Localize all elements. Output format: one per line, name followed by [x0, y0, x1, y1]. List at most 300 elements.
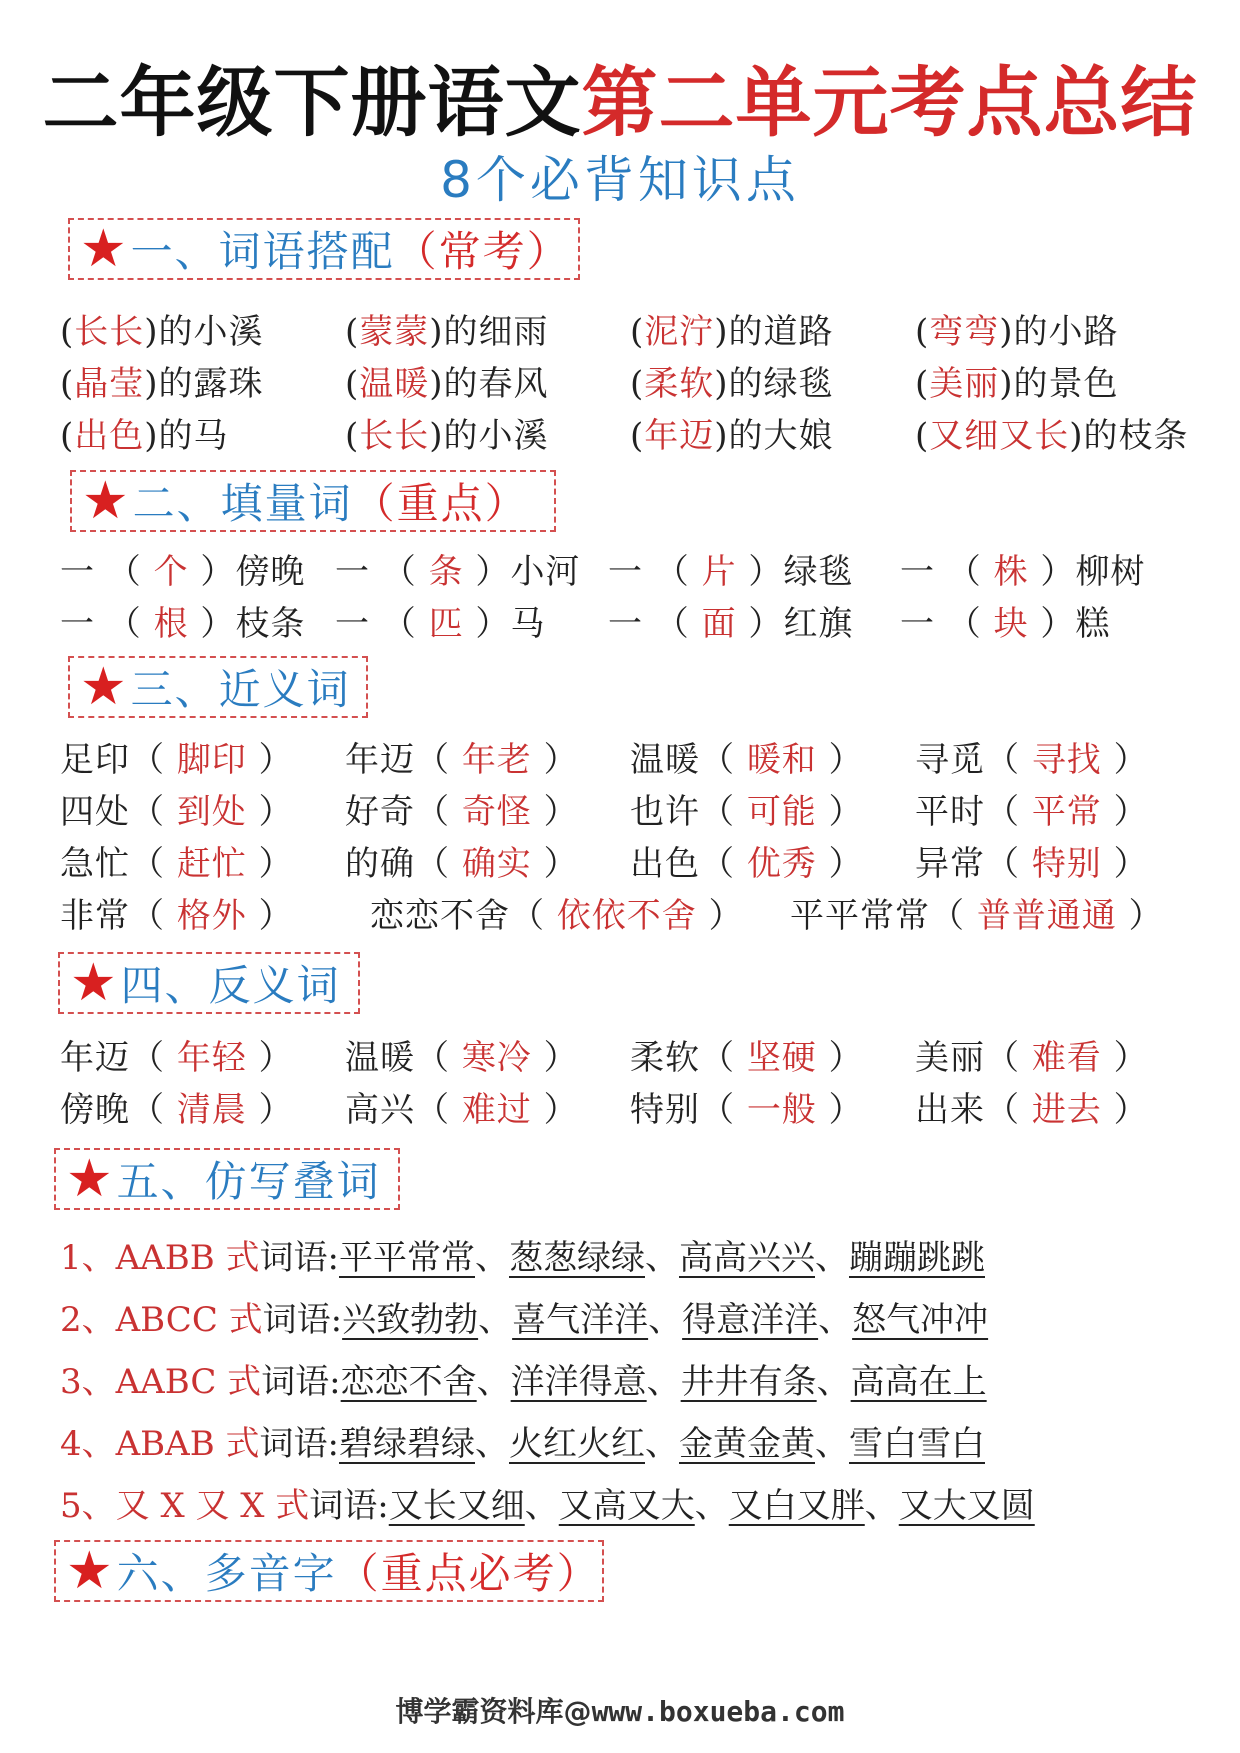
paren: (	[915, 416, 930, 456]
paren: （	[510, 896, 557, 936]
collocation-noun: 的大娘	[728, 416, 834, 456]
answer-word: 进去	[1031, 1090, 1102, 1130]
paren: )	[429, 364, 444, 404]
paren: ）	[531, 1090, 579, 1130]
synonym-item	[345, 786, 579, 838]
title-red: 第二单元考点总结	[581, 58, 1198, 147]
measure-word: 条	[428, 552, 464, 592]
example-word: 井井有条	[680, 1362, 817, 1402]
synonym-item	[790, 890, 1164, 942]
paren: (	[630, 364, 645, 404]
star-icon: ★	[66, 1541, 113, 1601]
answer-word: 赶忙	[176, 844, 247, 884]
measure-prefix: 一 （	[608, 604, 702, 644]
collocation-noun: 的绿毯	[728, 364, 834, 404]
example-word: 又长又细	[388, 1486, 525, 1526]
collocation-row	[0, 306, 1240, 358]
collocation-noun: 的春风	[443, 364, 549, 404]
measure-word: 片	[701, 552, 737, 592]
paren: (	[630, 416, 645, 456]
star-icon: ★	[80, 219, 127, 279]
paren: )	[144, 312, 159, 352]
words-label: 词语:	[259, 1238, 339, 1278]
answer-word: 寻找	[1031, 740, 1102, 780]
paren: ）	[736, 604, 784, 644]
paren: （	[130, 792, 177, 832]
star-icon: ★	[70, 953, 117, 1013]
collocation-noun: 的小溪	[443, 416, 549, 456]
paren: (	[915, 312, 930, 352]
paren: （	[985, 740, 1032, 780]
word-separator: 、	[645, 1424, 679, 1464]
example-word: 金黄金黄	[679, 1424, 815, 1464]
page-title	[0, 58, 1240, 148]
source-word: 特别	[630, 1090, 700, 1130]
paren: （	[415, 1038, 462, 1078]
measure-word: 根	[153, 604, 189, 644]
word-separator: 、	[645, 1238, 679, 1278]
measure-prefix: 一 （	[900, 604, 994, 644]
collocation-item	[915, 410, 1189, 462]
collocation-fill: 出色	[74, 416, 145, 456]
antonym-item	[345, 1032, 579, 1084]
answer-word: 奇怪	[461, 792, 532, 832]
collocation-item	[345, 306, 549, 358]
answer-word: 脚印	[176, 740, 247, 780]
answer-word: 特别	[1031, 844, 1102, 884]
example-word: 又高又大	[558, 1486, 695, 1526]
measure-noun: 小河	[510, 552, 581, 592]
collocation-noun: 的马	[158, 416, 229, 456]
measure-noun: 红旗	[783, 604, 854, 644]
word-separator: 、	[815, 1424, 849, 1464]
paren: ）	[463, 552, 511, 592]
section-title: 五、仿写叠词	[116, 1157, 381, 1206]
paren: ）	[531, 1038, 579, 1078]
source-word: 平时	[915, 792, 985, 832]
paren: ）	[531, 740, 579, 780]
paren: （	[700, 1038, 747, 1078]
measure-word: 个	[153, 552, 189, 592]
answer-word: 难看	[1031, 1038, 1102, 1078]
source-word: 寻觅	[915, 740, 985, 780]
example-word: 又白又胖	[728, 1486, 865, 1526]
answer-word: 一般	[746, 1090, 817, 1130]
source-word: 温暖	[630, 740, 700, 780]
example-word: 恋恋不舍	[340, 1362, 477, 1402]
paren: ）	[696, 896, 744, 936]
collocation-noun: 的枝条	[1083, 416, 1189, 456]
source-word: 好奇	[345, 792, 415, 832]
measure-prefix: 一 （	[608, 552, 702, 592]
synonym-item	[345, 734, 579, 786]
paren: ）	[531, 792, 579, 832]
source-word: 的确	[345, 844, 415, 884]
source-word: 出色	[630, 844, 700, 884]
page-subtitle: 8个必背知识点	[440, 151, 800, 209]
synonym-item	[345, 838, 579, 890]
words-label: 词语:	[261, 1362, 341, 1402]
paren: ）	[246, 792, 294, 832]
section-header-polyphones	[54, 1540, 604, 1602]
paren: （	[700, 1090, 747, 1130]
source-word: 温暖	[345, 1038, 415, 1078]
paren: (	[60, 312, 75, 352]
word-separator: 、	[815, 1238, 849, 1278]
reduplication-row	[60, 1292, 1200, 1348]
synonym-row	[0, 734, 1240, 786]
collocation-noun: 的小路	[1013, 312, 1119, 352]
synonym-row	[0, 890, 1240, 942]
paren: ）	[246, 740, 294, 780]
collocation-noun: 的景色	[1013, 364, 1119, 404]
paren: （	[415, 844, 462, 884]
synonym-item	[60, 838, 294, 890]
paren: （	[700, 844, 747, 884]
source-word: 年迈	[60, 1038, 130, 1078]
source-word: 足印	[60, 740, 130, 780]
paren: ）	[1101, 740, 1149, 780]
paren: ）	[1101, 792, 1149, 832]
example-word: 高高兴兴	[679, 1238, 815, 1278]
example-word: 葱葱绿绿	[509, 1238, 645, 1278]
measure-word: 块	[993, 604, 1029, 644]
antonym-row	[0, 1032, 1240, 1084]
word-separator: 、	[476, 1362, 511, 1402]
paren: ）	[1116, 896, 1164, 936]
star-icon: ★	[82, 471, 129, 531]
pattern-label: 4、ABAB 式	[60, 1424, 260, 1464]
source-word: 柔软	[630, 1038, 700, 1078]
collocation-item	[345, 410, 549, 462]
collocation-fill: 泥泞	[644, 312, 715, 352]
word-separator: 、	[816, 1362, 851, 1402]
paren: （	[130, 740, 177, 780]
collocation-item	[60, 358, 264, 410]
paren: (	[630, 312, 645, 352]
word-separator: 、	[648, 1300, 683, 1340]
collocation-item	[60, 306, 264, 358]
collocation-fill: 长长	[359, 416, 430, 456]
collocation-noun: 的细雨	[443, 312, 549, 352]
measure-prefix: 一 （	[900, 552, 994, 592]
answer-word: 确实	[461, 844, 532, 884]
word-separator: 、	[694, 1486, 729, 1526]
answer-word: 优秀	[746, 844, 817, 884]
source-word: 傍晚	[60, 1090, 130, 1130]
measure-noun: 糕	[1075, 604, 1111, 644]
paren: ）	[1028, 552, 1076, 592]
synonym-item	[630, 734, 864, 786]
measure-prefix: 一 （	[60, 604, 154, 644]
answer-word: 寒冷	[461, 1038, 532, 1078]
collocation-item	[630, 358, 834, 410]
paren: ）	[1101, 1038, 1149, 1078]
paren: （	[985, 844, 1032, 884]
pattern-label: 5、又 X 又 X 式	[60, 1486, 310, 1526]
measure-word-item	[335, 598, 545, 650]
antonym-item	[60, 1084, 294, 1136]
paren: )	[144, 364, 159, 404]
synonym-item	[915, 786, 1149, 838]
paren: ）	[463, 604, 511, 644]
collocation-item	[915, 358, 1119, 410]
source-word: 异常	[915, 844, 985, 884]
section-header-synonyms	[68, 656, 368, 718]
word-separator: 、	[818, 1300, 853, 1340]
answer-word: 可能	[746, 792, 817, 832]
paren: （	[415, 740, 462, 780]
answer-word: 年轻	[176, 1038, 247, 1078]
paren: （	[985, 792, 1032, 832]
example-word: 兴致勃勃	[342, 1300, 479, 1340]
paren: ）	[1028, 604, 1076, 644]
paren: ）	[1101, 1090, 1149, 1130]
measure-word-row	[0, 546, 1240, 598]
section-title: 三、近义词	[130, 665, 351, 714]
measure-word-item	[60, 598, 305, 650]
example-word: 碧绿碧绿	[339, 1424, 475, 1464]
collocation-fill: 又细又长	[929, 416, 1070, 456]
section-title: 六、多音字	[116, 1549, 337, 1598]
section-header-collocation	[68, 218, 580, 280]
example-word: 高高在上	[850, 1362, 987, 1402]
paren: ）	[816, 1038, 864, 1078]
paren: ）	[246, 1090, 294, 1130]
paren: （	[930, 896, 977, 936]
paren: )	[714, 416, 729, 456]
source-word: 高兴	[345, 1090, 415, 1130]
paren: ）	[736, 552, 784, 592]
example-word: 得意洋洋	[682, 1300, 819, 1340]
section-header-reduplication	[54, 1148, 400, 1210]
collocation-fill: 美丽	[929, 364, 1000, 404]
source-word: 急忙	[60, 844, 130, 884]
paren: )	[999, 364, 1014, 404]
measure-word-item	[608, 546, 853, 598]
paren: ）	[531, 844, 579, 884]
measure-word: 株	[993, 552, 1029, 592]
measure-noun: 傍晚	[235, 552, 306, 592]
section-title: 四、反义词	[120, 961, 341, 1010]
answer-word: 年老	[461, 740, 532, 780]
source-word: 非常	[60, 896, 130, 936]
synonym-item	[60, 734, 294, 786]
collocation-noun: 的小溪	[158, 312, 264, 352]
collocation-item	[630, 410, 834, 462]
paren: ）	[188, 604, 236, 644]
paren: (	[60, 364, 75, 404]
pattern-label: 1、AABB 式	[60, 1238, 260, 1278]
example-word: 火红火红	[509, 1424, 645, 1464]
collocation-fill: 年迈	[644, 416, 715, 456]
antonym-item	[630, 1084, 864, 1136]
footer-watermark	[0, 1692, 1240, 1732]
paren: （	[700, 792, 747, 832]
paren: ）	[246, 896, 294, 936]
section-note: （常考）	[394, 227, 571, 276]
measure-noun: 枝条	[235, 604, 306, 644]
reduplication-row	[60, 1416, 1200, 1472]
paren: )	[1069, 416, 1084, 456]
reduplication-row	[60, 1230, 1200, 1286]
paren: ）	[1101, 844, 1149, 884]
answer-word: 暖和	[746, 740, 817, 780]
measure-noun: 绿毯	[783, 552, 854, 592]
collocation-noun: 的道路	[728, 312, 834, 352]
measure-word-item	[900, 598, 1110, 650]
example-word: 喜气洋洋	[512, 1300, 649, 1340]
measure-word-item	[608, 598, 853, 650]
measure-word: 面	[701, 604, 737, 644]
collocation-item	[630, 306, 834, 358]
paren: ）	[246, 844, 294, 884]
synonym-item	[370, 890, 744, 942]
answer-word: 坚硬	[746, 1038, 817, 1078]
collocation-fill: 长长	[74, 312, 145, 352]
collocation-item	[60, 410, 229, 462]
section-header-antonyms	[58, 952, 360, 1014]
synonym-item	[60, 890, 294, 942]
answer-word: 格外	[176, 896, 247, 936]
measure-prefix: 一 （	[335, 552, 429, 592]
measure-word-row	[0, 598, 1240, 650]
footer-url: www.boxueba.com	[591, 1695, 845, 1728]
section-note: （重点）	[352, 479, 529, 528]
measure-prefix: 一 （	[60, 552, 154, 592]
paren: )	[144, 416, 159, 456]
paren: （	[985, 1090, 1032, 1130]
source-word: 平平常常	[790, 896, 930, 936]
paren: (	[345, 416, 360, 456]
footer-site: 博学霸资料库@	[395, 1695, 592, 1728]
paren: (	[60, 416, 75, 456]
answer-word: 难过	[461, 1090, 532, 1130]
synonym-item	[630, 786, 864, 838]
paren: （	[130, 844, 177, 884]
paren: (	[345, 312, 360, 352]
word-separator: 、	[524, 1486, 559, 1526]
answer-word: 平常	[1031, 792, 1102, 832]
words-label: 词语:	[262, 1300, 343, 1340]
example-word: 雪白雪白	[849, 1424, 985, 1464]
source-word: 四处	[60, 792, 130, 832]
word-separator: 、	[478, 1300, 513, 1340]
paren: )	[999, 312, 1014, 352]
synonym-item	[915, 838, 1149, 890]
example-word: 怒气冲冲	[852, 1300, 989, 1340]
paren: ）	[188, 552, 236, 592]
paren: （	[415, 1090, 462, 1130]
section-title: 一、词语搭配	[130, 227, 395, 276]
answer-word: 清晨	[176, 1090, 247, 1130]
synonym-item	[915, 734, 1149, 786]
measure-word: 匹	[428, 604, 464, 644]
source-word: 也许	[630, 792, 700, 832]
source-word: 恋恋不舍	[370, 896, 510, 936]
section-title: 二、填量词	[132, 479, 353, 528]
paren: ）	[816, 1090, 864, 1130]
measure-word-item	[335, 546, 580, 598]
paren: ）	[816, 792, 864, 832]
word-separator: 、	[864, 1486, 899, 1526]
pattern-label: 2、ABCC 式	[60, 1300, 263, 1340]
paren: (	[345, 364, 360, 404]
paren: （	[415, 792, 462, 832]
paren: （	[130, 896, 177, 936]
measure-prefix: 一 （	[335, 604, 429, 644]
collocation-item	[345, 358, 549, 410]
source-word: 年迈	[345, 740, 415, 780]
answer-word: 依依不舍	[556, 896, 697, 936]
collocation-fill: 弯弯	[929, 312, 1000, 352]
synonym-item	[630, 838, 864, 890]
paren: ）	[246, 1038, 294, 1078]
title-black: 二年级下册语文	[42, 58, 582, 147]
example-word: 蹦蹦跳跳	[849, 1238, 985, 1278]
star-icon: ★	[66, 1149, 113, 1209]
synonym-row	[0, 786, 1240, 838]
example-word: 又大又圆	[898, 1486, 1035, 1526]
collocation-row	[0, 410, 1240, 462]
paren: )	[714, 364, 729, 404]
collocation-fill: 蒙蒙	[359, 312, 430, 352]
example-word: 平平常常	[339, 1238, 475, 1278]
collocation-fill: 温暖	[359, 364, 430, 404]
example-word: 洋洋得意	[510, 1362, 647, 1402]
measure-noun: 柳树	[1075, 552, 1146, 592]
pattern-label: 3、AABC 式	[60, 1362, 262, 1402]
collocation-fill: 柔软	[644, 364, 715, 404]
collocation-fill: 晶莹	[74, 364, 145, 404]
reduplication-row	[60, 1478, 1200, 1534]
source-word: 美丽	[915, 1038, 985, 1078]
paren: （	[130, 1090, 177, 1130]
antonym-item	[345, 1084, 579, 1136]
answer-word: 到处	[176, 792, 247, 832]
words-label: 词语:	[309, 1486, 389, 1526]
answer-word: 普普通通	[976, 896, 1117, 936]
section-header-measure-words	[70, 470, 556, 532]
collocation-noun: 的露珠	[158, 364, 264, 404]
word-separator: 、	[646, 1362, 681, 1402]
antonym-item	[60, 1032, 294, 1084]
paren: (	[915, 364, 930, 404]
antonym-row	[0, 1084, 1240, 1136]
paren: )	[429, 312, 444, 352]
section-note: （重点必考）	[336, 1549, 601, 1598]
word-separator: 、	[475, 1424, 509, 1464]
synonym-item	[60, 786, 294, 838]
paren: )	[714, 312, 729, 352]
paren: ）	[816, 844, 864, 884]
paren: （	[700, 740, 747, 780]
antonym-item	[915, 1084, 1149, 1136]
measure-word-item	[60, 546, 305, 598]
measure-noun: 马	[510, 604, 546, 644]
paren: )	[429, 416, 444, 456]
word-separator: 、	[475, 1238, 509, 1278]
source-word: 出来	[915, 1090, 985, 1130]
measure-word-item	[900, 546, 1145, 598]
antonym-item	[915, 1032, 1149, 1084]
paren: （	[985, 1038, 1032, 1078]
star-icon: ★	[80, 657, 127, 717]
collocation-row	[0, 358, 1240, 410]
reduplication-row	[60, 1354, 1200, 1410]
paren: ）	[816, 740, 864, 780]
synonym-row	[0, 838, 1240, 890]
